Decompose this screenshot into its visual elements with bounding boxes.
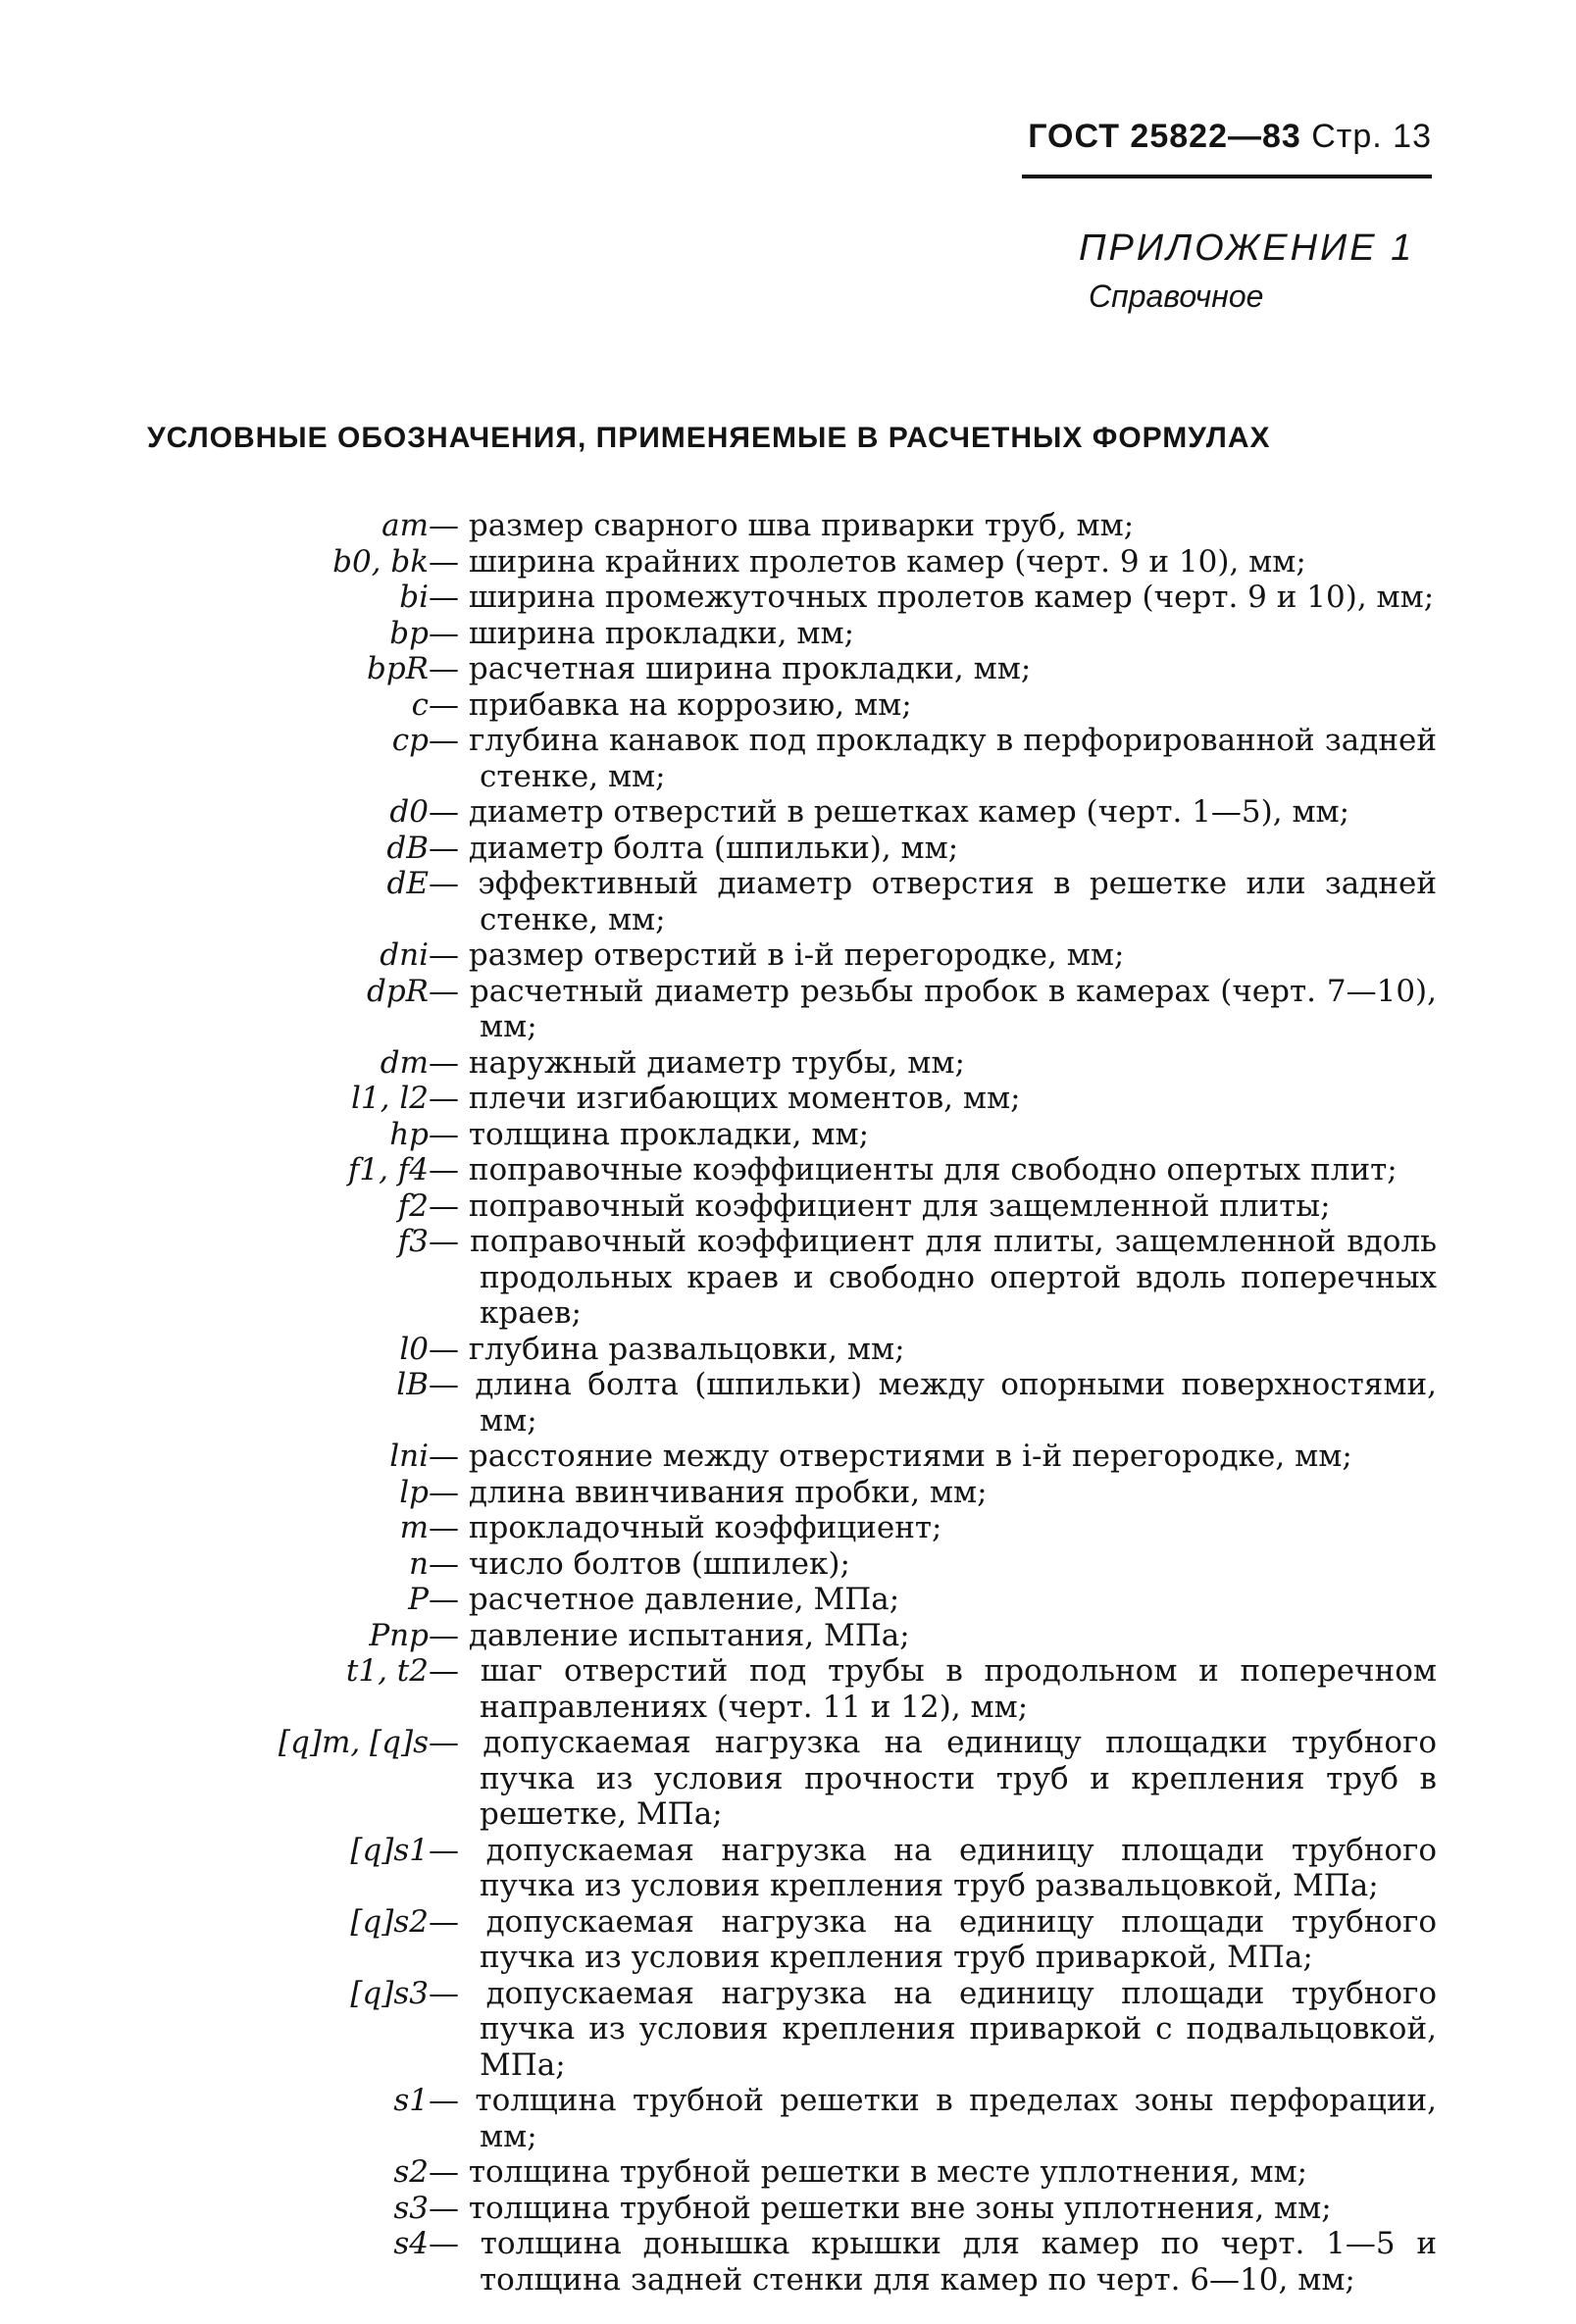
definition: — размер сварного шва приварки труб, мм; bbox=[429, 508, 1135, 543]
list-item bbox=[0, 1976, 1576, 2084]
symbol: hp bbox=[389, 1116, 429, 1152]
definition: — толщина трубной решетки в пределах зоны перфорации, мм; bbox=[429, 2083, 1437, 2154]
list-item bbox=[0, 1582, 1576, 1618]
definition: — допускаемая нагрузка на единицу площади трубного пучка из условия крепления приваркой с подвальцовкой, МПа; bbox=[429, 1975, 1437, 2083]
symbol: l1, l2 bbox=[351, 1081, 429, 1116]
symbol: c bbox=[411, 686, 429, 723]
definition: — ширина промежуточных пролетов камер (черт. 9 и 10), мм; bbox=[429, 580, 1435, 615]
symbol: dE bbox=[386, 866, 429, 901]
definition: — допускаемая нагрузка на единицу площадки трубного пучка из условия прочности труб и крепления труб в решетке, МПа; bbox=[429, 1725, 1437, 1832]
list-item bbox=[0, 1152, 1576, 1188]
definition: — диаметр отверстий в решетках камер (черт. 1—5), мм; bbox=[429, 794, 1350, 830]
symbol: s2 bbox=[393, 2154, 429, 2190]
list-item bbox=[0, 1546, 1576, 1583]
symbol: P bbox=[408, 1582, 429, 1617]
header-rule bbox=[1022, 175, 1432, 178]
symbol: l0 bbox=[399, 1331, 429, 1367]
symbol: dт bbox=[380, 1044, 429, 1081]
list-item bbox=[0, 1725, 1576, 1833]
symbol: s4 bbox=[393, 2226, 429, 2261]
list-item bbox=[0, 1618, 1576, 1654]
list-item bbox=[0, 866, 1576, 937]
symbol: bp bbox=[389, 615, 429, 651]
list-item bbox=[0, 2154, 1576, 2191]
symbol: s3 bbox=[393, 2190, 429, 2226]
list-item bbox=[0, 580, 1576, 616]
page-number: Стр. 13 bbox=[1311, 118, 1432, 155]
symbol: b0, bk bbox=[332, 543, 429, 580]
definition: — толщина трубной решетки вне зоны уплотнения, мм; bbox=[429, 2190, 1332, 2226]
page-title: УСЛОВНЫЕ ОБОЗНАЧЕНИЯ, ПРИМЕНЯЕМЫЕ В РАСЧЕТНЫХ ФОРМУЛАХ bbox=[147, 422, 1271, 454]
appendix-label: ПРИЛОЖЕНИЕ 1 bbox=[1079, 227, 1415, 269]
symbol: lni bbox=[389, 1439, 429, 1474]
definition: — эффективный диаметр отверстия в решетке или задней стенке, мм; bbox=[429, 866, 1437, 937]
definition: — толщина донышка крышки для камер по черт. 1—5 и толщина задней стенки для камер по черт. 6—10, мм; bbox=[429, 2226, 1437, 2298]
definition: — глубина развальцовки, мм; bbox=[429, 1331, 905, 1367]
list-item bbox=[0, 1475, 1576, 1511]
list-item bbox=[0, 687, 1576, 724]
symbol: f3 bbox=[397, 1224, 429, 1259]
list-item bbox=[0, 831, 1576, 867]
list-item bbox=[0, 2083, 1576, 2154]
list-item bbox=[0, 1439, 1576, 1475]
list-item bbox=[0, 1904, 1576, 1976]
symbol: bpR bbox=[366, 651, 429, 686]
symbol: lp bbox=[399, 1474, 429, 1510]
list-item bbox=[0, 1510, 1576, 1546]
definition: — глубина канавок под прокладку в перфорированной задней стенке, мм; bbox=[429, 723, 1437, 794]
symbol: [q]s1 bbox=[350, 1832, 429, 1868]
definition: — толщина прокладки, мм; bbox=[429, 1116, 870, 1152]
symbol: dpR bbox=[366, 973, 429, 1009]
symbol: f2 bbox=[397, 1187, 429, 1224]
symbol: [q]т, [q]s bbox=[278, 1725, 429, 1760]
definition: — расстояние между отверстиями в i-й перегородке, мм; bbox=[429, 1439, 1352, 1474]
definition: — поправочный коэффициент для защемленной плиты; bbox=[429, 1187, 1331, 1224]
list-item bbox=[0, 2191, 1576, 2227]
symbol: dB bbox=[386, 830, 429, 866]
definition: — размер отверстий в i-й перегородке, мм; bbox=[429, 937, 1125, 973]
list-item bbox=[0, 1367, 1576, 1439]
list-item bbox=[0, 794, 1576, 831]
definition: — давление испытания, МПа; bbox=[429, 1617, 910, 1653]
symbol: [q]s2 bbox=[350, 1903, 429, 1940]
definition: — ширина крайних пролетов камер (черт. 9 и 10), мм; bbox=[429, 543, 1306, 580]
list-item bbox=[0, 974, 1576, 1045]
definition: — допускаемая нагрузка на единицу площади трубного пучка из условия крепления труб развальцовкой, МПа; bbox=[429, 1832, 1437, 1903]
list-item bbox=[0, 2226, 1576, 2298]
list-item bbox=[0, 616, 1576, 652]
list-item bbox=[0, 544, 1576, 581]
definition: — поправочный коэффициент для плиты, защемленной вдоль продольных краев и свободно опертой вдоль поперечных краев; bbox=[429, 1224, 1437, 1331]
list-item bbox=[0, 1332, 1576, 1368]
definition: — расчетная ширина прокладки, мм; bbox=[429, 651, 1032, 686]
definition: — длина болта (шпильки) между опорными поверхностями, мм; bbox=[429, 1367, 1437, 1439]
definition: — плечи изгибающих моментов, мм; bbox=[429, 1081, 1021, 1116]
list-item bbox=[0, 1117, 1576, 1153]
symbol: dni bbox=[380, 937, 429, 973]
list-item bbox=[0, 1045, 1576, 1082]
symbol: n bbox=[409, 1545, 429, 1582]
symbol-list bbox=[0, 508, 1576, 2298]
definition: — ширина прокладки, мм; bbox=[429, 615, 855, 651]
definition: — число болтов (шпилек); bbox=[429, 1545, 850, 1582]
symbol: aт bbox=[381, 508, 429, 543]
definition: — шаг отверстий под трубы в продольном и поперечном направлениях (черт. 11 и 12), мм; bbox=[429, 1653, 1437, 1725]
page-header bbox=[1020, 118, 1432, 156]
symbol: cp bbox=[391, 723, 429, 758]
symbol: t1, t2 bbox=[345, 1653, 429, 1689]
symbol: m bbox=[399, 1510, 429, 1545]
definition: — диаметр болта (шпильки), мм; bbox=[429, 830, 959, 866]
list-item bbox=[0, 723, 1576, 794]
definition: — толщина трубной решетки в месте уплотнения, мм; bbox=[429, 2154, 1308, 2190]
symbol: f1, f4 bbox=[347, 1152, 429, 1187]
standard-number: ГОСТ 25822—83 bbox=[1028, 118, 1301, 155]
symbol: lB bbox=[396, 1367, 429, 1402]
definition: — расчетное давление, МПа; bbox=[429, 1582, 900, 1617]
symbol: s1 bbox=[393, 2083, 429, 2118]
definition: — прокладочный коэффициент; bbox=[429, 1510, 942, 1545]
list-item bbox=[0, 1224, 1576, 1332]
symbol: d0 bbox=[389, 794, 429, 830]
definition: — наружный диаметр трубы, мм; bbox=[429, 1044, 965, 1081]
list-item bbox=[0, 937, 1576, 974]
definition: — прибавка на коррозию, мм; bbox=[429, 686, 912, 723]
definition: — допускаемая нагрузка на единицу площади трубного пучка из условия крепления труб приваркой, МПа; bbox=[429, 1903, 1437, 1975]
definition: — поправочные коэффициенты для свободно опертых плит; bbox=[429, 1152, 1398, 1187]
list-item bbox=[0, 508, 1576, 544]
list-item bbox=[0, 1833, 1576, 1904]
definition: — расчетный диаметр резьбы пробок в камерах (черт. 7—10), мм; bbox=[429, 973, 1437, 1044]
definition: — длина ввинчивания пробки, мм; bbox=[429, 1474, 988, 1510]
list-item bbox=[0, 1081, 1576, 1117]
symbol: [q]s3 bbox=[350, 1975, 429, 2011]
list-item bbox=[0, 1188, 1576, 1225]
symbol: bi bbox=[399, 580, 429, 615]
symbol: Pnp bbox=[369, 1617, 429, 1653]
appendix-status: Справочное bbox=[1089, 278, 1264, 314]
list-item bbox=[0, 1653, 1576, 1725]
list-item bbox=[0, 651, 1576, 687]
